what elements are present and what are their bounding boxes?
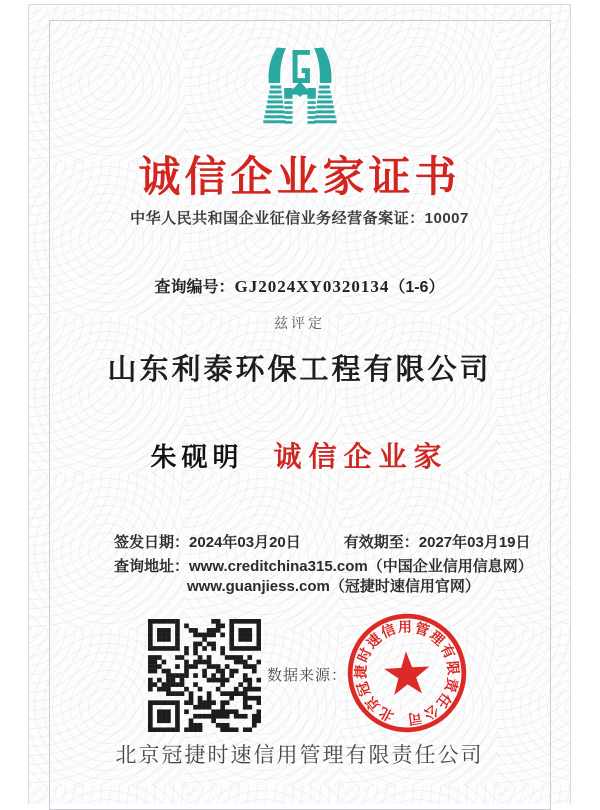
company-name: 山东利泰环保工程有限公司	[107, 354, 492, 386]
person-name: 朱砚明	[150, 441, 244, 472]
valid-until	[344, 531, 531, 552]
query-number-suffix: （1-6）	[389, 279, 445, 296]
query-address-block	[29, 557, 570, 597]
left-stripes	[263, 86, 285, 124]
hereby-text: 兹评定	[274, 315, 325, 331]
query-address-lines	[189, 557, 533, 597]
certificate-inner-frame	[49, 20, 551, 810]
filing-subtitle: 中华人民共和国企业征信业务经营备案证：10007	[130, 210, 469, 227]
leg-stripes	[284, 101, 315, 123]
issue-date-label: 签发日期：	[114, 534, 190, 551]
dates-row	[29, 531, 570, 552]
query-number-label: 查询编号：	[154, 279, 235, 296]
award-title: 诚信企业家	[273, 441, 449, 472]
data-source-label: 数据来源：	[267, 667, 348, 684]
query-address-line2: www.guanjiess.com（冠捷时速信用官网）	[187, 578, 480, 595]
issuer-name: 北京冠捷时速信用管理有限责任公司	[115, 744, 484, 767]
gjh-logo-icon	[257, 42, 343, 134]
query-address-line1: www.creditchina315.com（中国企业信用信息网）	[189, 558, 533, 575]
valid-until-label: 有效期至：	[343, 534, 419, 551]
issue-date-value: 2024年03月20日	[189, 534, 301, 551]
star-icon	[383, 650, 430, 695]
seal-text: 北京冠捷时速信用管理有限责任公司	[352, 618, 462, 728]
award-row	[29, 435, 570, 475]
valid-until-value: 2027年03月19日	[418, 534, 531, 551]
qr-code-icon	[148, 619, 261, 732]
issue-date	[114, 531, 301, 552]
certificate-page	[28, 4, 571, 804]
company-seal-icon	[342, 608, 472, 738]
query-number-code: GJ2024XY0320134	[234, 277, 390, 296]
query-number-line	[29, 274, 570, 297]
certificate-title: 诚信企业家证书	[138, 153, 461, 200]
query-address-label: 查询地址：	[114, 558, 190, 575]
